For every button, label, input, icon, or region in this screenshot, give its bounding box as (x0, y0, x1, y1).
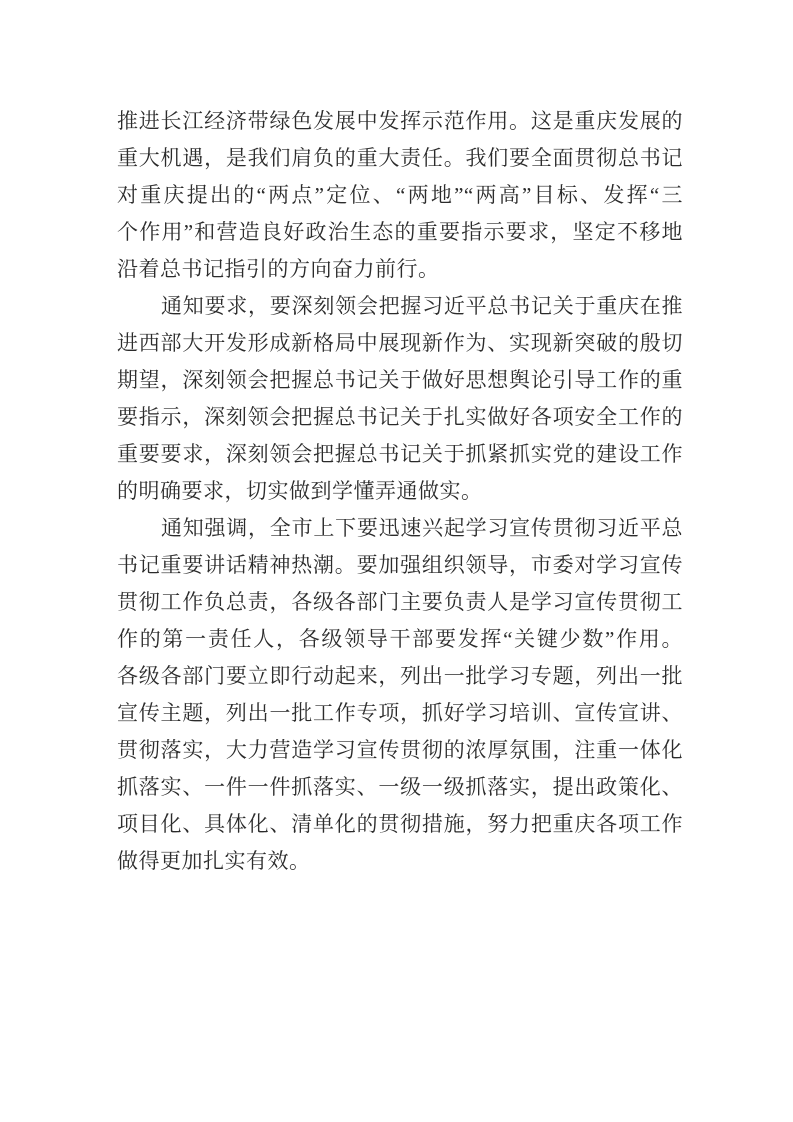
text-line: 通知强调，全市上下要迅速兴起学习宣传贯彻习近平总 (161, 516, 683, 540)
text-line: 对重庆提出的“两点”定位、“两地”“两高”目标、发挥“三 (117, 183, 683, 207)
text-line: 贯彻工作负总责，各级各部门主要负责人是学习宣传贯彻工 (117, 590, 683, 614)
text-line: 做得更加扎实有效。 (117, 849, 311, 873)
text-line: 重大机遇，是我们肩负的重大责任。我们要全面贯彻总书记 (117, 146, 683, 170)
text-line: 期望，深刻领会把握总书记关于做好思想舆论引导工作的重 (117, 368, 683, 392)
text-line: 沿着总书记指引的方向奋力前行。 (117, 257, 440, 281)
text-line: 抓落实、一件一件抓落实、一级一级抓落实，提出政策化、 (117, 775, 683, 799)
text-line: 推进长江经济带绿色发展中发挥示范作用。这是重庆发展的 (117, 109, 683, 133)
text-line: 宣传主题，列出一批工作专项，抓好学习培训、宣传宣讲、 (117, 701, 683, 725)
text-line: 作的第一责任人，各级领导干部要发挥“关键少数”作用。 (117, 627, 683, 651)
text-line: 的明确要求，切实做到学懂弄通做实。 (117, 479, 483, 503)
text-line: 书记重要讲话精神热潮。要加强组织领导，市委对学习宣传 (117, 553, 683, 577)
text-line: 重要要求，深刻领会把握总书记关于抓紧抓实党的建设工作 (117, 442, 683, 466)
text-line: 贯彻落实，大力营造学习宣传贯彻的浓厚氛围，注重一体化 (117, 738, 683, 762)
text-line: 各级各部门要立即行动起来，列出一批学习专题，列出一批 (117, 664, 683, 688)
text-line: 进西部大开发形成新格局中展现新作为、实现新突破的殷切 (117, 331, 683, 355)
text-line: 个作用”和营造良好政治生态的重要指示要求，坚定不移地 (117, 220, 683, 244)
document-body (117, 103, 683, 880)
text-line: 通知要求，要深刻领会把握习近平总书记关于重庆在推 (161, 294, 683, 318)
text-line: 项目化、具体化、清单化的贯彻措施，努力把重庆各项工作 (117, 812, 683, 836)
text-line: 要指示，深刻领会把握总书记关于扎实做好各项安全工作的 (117, 405, 683, 429)
